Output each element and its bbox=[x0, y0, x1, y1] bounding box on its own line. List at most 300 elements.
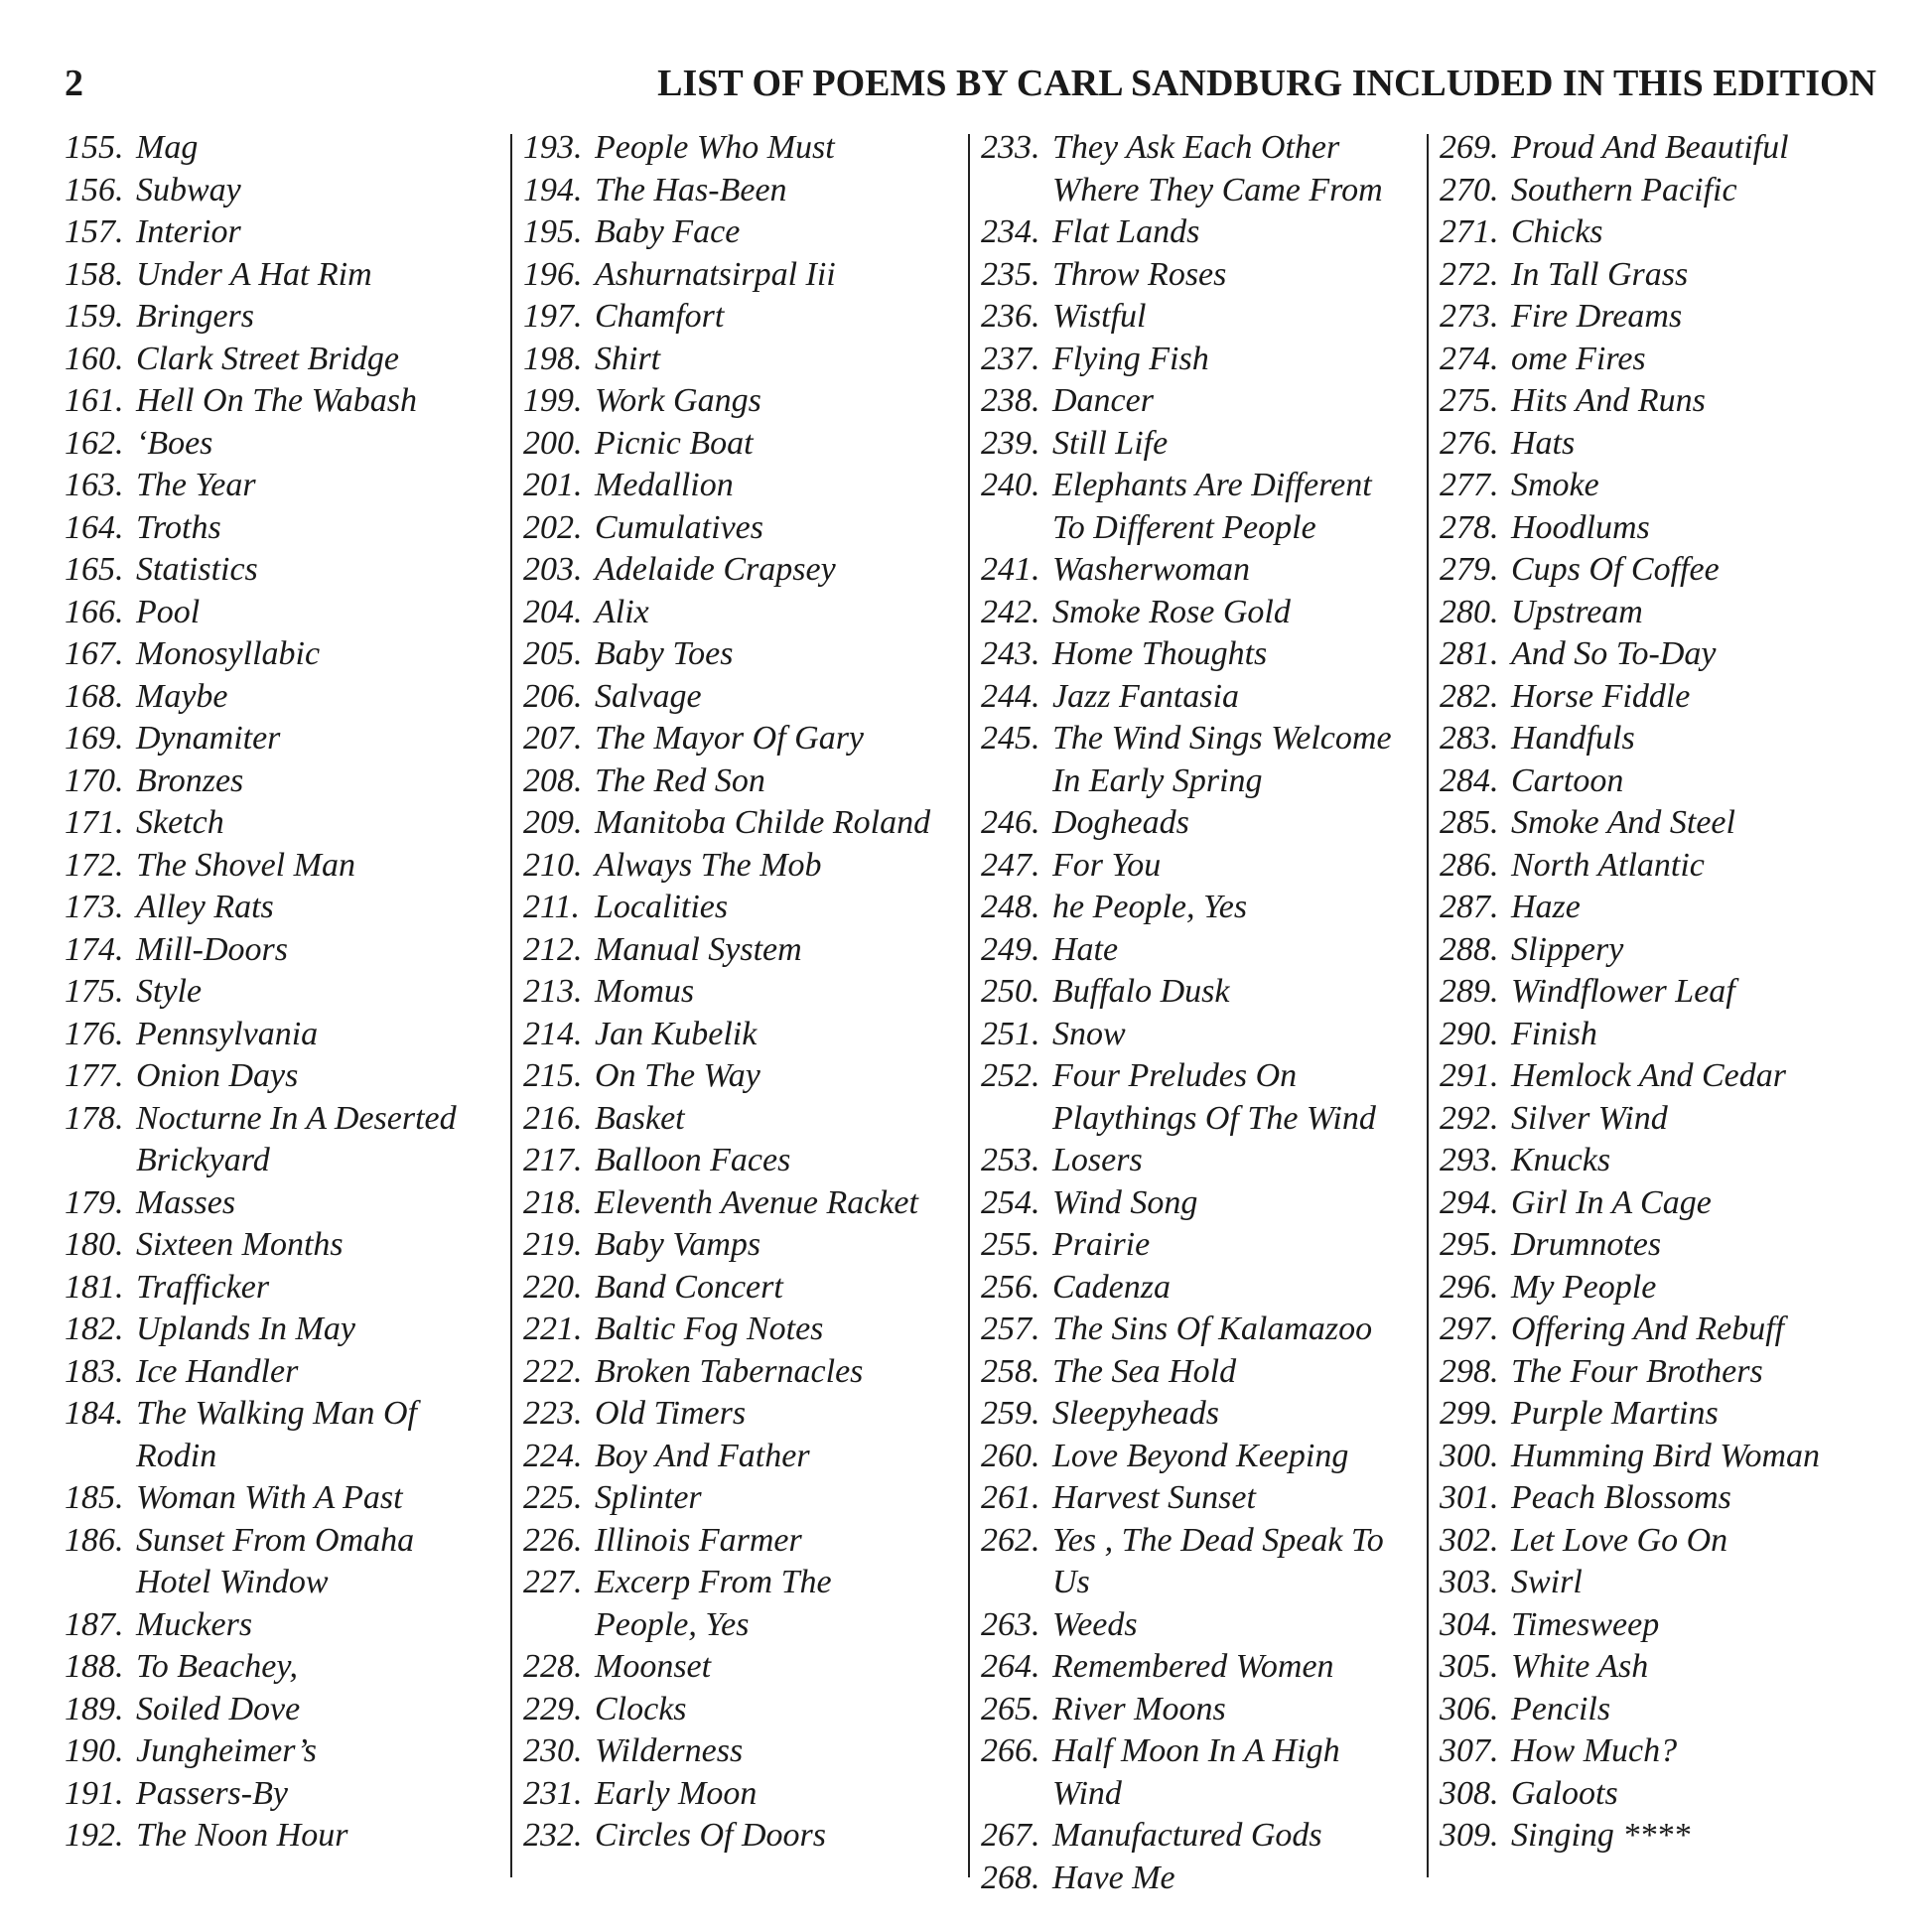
poem-number: 298. bbox=[1440, 1352, 1499, 1390]
poem-entry bbox=[1440, 802, 1886, 845]
poem-title: Wistful bbox=[1052, 298, 1147, 335]
poem-entry bbox=[1440, 1562, 1886, 1604]
poem-title: Ashurnatsirpal Iii bbox=[595, 255, 836, 293]
poem-title: Interior bbox=[136, 213, 241, 250]
poem-entry bbox=[65, 1055, 511, 1098]
poem-number: 181. bbox=[65, 1268, 124, 1306]
page-number: 2 bbox=[65, 63, 83, 104]
poem-number: 308. bbox=[1440, 1774, 1499, 1812]
poem-title: Handfuls bbox=[1511, 720, 1635, 757]
poem-entry bbox=[1440, 1477, 1886, 1520]
poem-title: The Walking Man Of Rodin bbox=[136, 1395, 418, 1474]
poem-title: Washerwoman bbox=[1052, 551, 1250, 588]
poem-number: 309. bbox=[1440, 1817, 1499, 1854]
poem-entry bbox=[981, 254, 1428, 297]
poem-number: 156. bbox=[65, 171, 124, 208]
poem-title: Clark Street Bridge bbox=[136, 340, 400, 377]
poem-number: 227. bbox=[523, 1564, 583, 1600]
poem-entry bbox=[65, 1815, 511, 1858]
poem-number: 275. bbox=[1440, 382, 1499, 419]
poem-title: Finish bbox=[1511, 1015, 1597, 1052]
poem-number: 272. bbox=[1440, 255, 1499, 293]
poem-number: 228. bbox=[523, 1648, 583, 1685]
poem-entry bbox=[981, 1436, 1428, 1478]
poem-entry bbox=[65, 1773, 511, 1816]
poem-title: Mag bbox=[136, 129, 199, 166]
poem-title: In Tall Grass bbox=[1511, 255, 1689, 293]
poem-number: 186. bbox=[65, 1521, 124, 1559]
poem-number: 173. bbox=[65, 889, 124, 925]
poem-title: Ice Handler bbox=[136, 1352, 299, 1390]
poem-number: 199. bbox=[523, 382, 583, 419]
poem-title: Cadenza bbox=[1052, 1268, 1171, 1306]
poem-entry bbox=[1440, 1730, 1886, 1773]
poem-number: 211. bbox=[523, 889, 580, 925]
poem-number: 277. bbox=[1440, 467, 1499, 503]
poem-number: 256. bbox=[981, 1268, 1040, 1306]
poem-number: 305. bbox=[1440, 1648, 1499, 1685]
poem-number: 204. bbox=[523, 593, 583, 630]
poem-number: 246. bbox=[981, 804, 1040, 841]
poem-entry bbox=[523, 1393, 970, 1436]
poem-title: The Four Brothers bbox=[1511, 1352, 1763, 1390]
poem-entry bbox=[1440, 211, 1886, 254]
poem-title: Jan Kubelik bbox=[595, 1015, 758, 1052]
poem-entry bbox=[981, 380, 1428, 423]
poem-title: Under A Hat Rim bbox=[136, 255, 372, 293]
poem-number: 171. bbox=[65, 804, 124, 841]
poem-number: 264. bbox=[981, 1648, 1040, 1685]
poem-entry bbox=[65, 1604, 511, 1647]
poem-title: Weeds bbox=[1052, 1605, 1138, 1643]
poem-number: 179. bbox=[65, 1183, 124, 1221]
poem-title: Wilderness bbox=[595, 1732, 744, 1769]
poem-entry bbox=[1440, 1140, 1886, 1182]
poem-number: 295. bbox=[1440, 1226, 1499, 1263]
poem-entry bbox=[981, 1393, 1428, 1436]
poem-entry bbox=[65, 1224, 511, 1267]
page-title: LIST OF POEMS BY CARL SANDBURG INCLUDED IN THIS EDITION bbox=[657, 63, 1876, 104]
poem-entry bbox=[523, 1477, 970, 1520]
poem-title: Subway bbox=[136, 171, 241, 208]
poem-number: 240. bbox=[981, 467, 1040, 503]
poem-number: 175. bbox=[65, 973, 124, 1010]
poem-entry bbox=[523, 380, 970, 423]
poem-number: 184. bbox=[65, 1395, 124, 1432]
poem-number: 244. bbox=[981, 677, 1040, 715]
poem-entry bbox=[523, 929, 970, 972]
poem-number: 170. bbox=[65, 761, 124, 799]
poem-number: 304. bbox=[1440, 1605, 1499, 1643]
poem-entry bbox=[1440, 676, 1886, 719]
poem-number: 224. bbox=[523, 1437, 583, 1474]
poem-number: 174. bbox=[65, 930, 124, 968]
poem-number: 178. bbox=[65, 1099, 124, 1137]
poem-title: To Beachey, bbox=[136, 1648, 299, 1685]
poem-number: 238. bbox=[981, 382, 1040, 419]
poem-entry bbox=[1440, 592, 1886, 634]
poem-number: 163. bbox=[65, 467, 124, 503]
poem-title: Salvage bbox=[595, 677, 702, 715]
poem-title: ome Fires bbox=[1511, 340, 1646, 377]
poem-title: Basket bbox=[595, 1099, 685, 1137]
poem-title: And So To-Day bbox=[1511, 635, 1717, 672]
poem-entry bbox=[1440, 1224, 1886, 1267]
poem-number: 282. bbox=[1440, 677, 1499, 715]
poem-title: Snow bbox=[1052, 1015, 1126, 1052]
poem-entry bbox=[981, 1351, 1428, 1394]
poem-title: Alix bbox=[595, 593, 649, 630]
poem-number: 161. bbox=[65, 382, 124, 419]
poem-number: 302. bbox=[1440, 1521, 1499, 1559]
poem-entry bbox=[981, 339, 1428, 381]
poem-title: Harvest Sunset bbox=[1052, 1479, 1256, 1516]
poem-number: 292. bbox=[1440, 1099, 1499, 1137]
poem-title: Drumnotes bbox=[1511, 1226, 1662, 1263]
poem-entry bbox=[1440, 1815, 1886, 1858]
poem-number: 203. bbox=[523, 551, 583, 588]
poem-entry bbox=[1440, 507, 1886, 550]
poem-number: 214. bbox=[523, 1015, 583, 1052]
poem-title: Uplands In May bbox=[136, 1311, 355, 1347]
poem-title: Still Life bbox=[1052, 424, 1169, 462]
poem-title: Muckers bbox=[136, 1605, 253, 1643]
poem-number: 237. bbox=[981, 340, 1040, 377]
poem-number: 191. bbox=[65, 1774, 124, 1812]
poem-title: Slippery bbox=[1511, 930, 1624, 968]
poem-number: 159. bbox=[65, 298, 124, 335]
poem-title: Onion Days bbox=[136, 1057, 299, 1094]
poem-entry bbox=[523, 1055, 970, 1098]
poem-number: 172. bbox=[65, 846, 124, 884]
poem-entry bbox=[1440, 633, 1886, 676]
poem-entry bbox=[523, 592, 970, 634]
poem-number: 218. bbox=[523, 1183, 583, 1221]
poem-entry bbox=[1440, 1014, 1886, 1056]
poem-list-column-1 bbox=[65, 127, 511, 1858]
poem-entry bbox=[1440, 971, 1886, 1014]
poem-title: Balloon Faces bbox=[595, 1142, 791, 1178]
poem-entry bbox=[1440, 1604, 1886, 1647]
poem-number: 205. bbox=[523, 635, 583, 672]
poem-entry bbox=[65, 423, 511, 466]
poem-entry bbox=[65, 211, 511, 254]
poem-number: 212. bbox=[523, 930, 583, 968]
poem-entry bbox=[523, 127, 970, 170]
poem-entry bbox=[65, 633, 511, 676]
poem-title: Trafficker bbox=[136, 1268, 270, 1306]
poem-entry bbox=[981, 1730, 1428, 1815]
poem-entry bbox=[65, 507, 511, 550]
poem-title: Hats bbox=[1511, 424, 1576, 462]
poem-number: 250. bbox=[981, 973, 1040, 1010]
poem-number: 209. bbox=[523, 804, 583, 841]
poem-title: Adelaide Crapsey bbox=[595, 551, 836, 588]
poem-entry bbox=[523, 1182, 970, 1225]
poem-entry bbox=[981, 423, 1428, 466]
poem-number: 290. bbox=[1440, 1015, 1499, 1052]
poem-number: 189. bbox=[65, 1690, 124, 1727]
poem-entry bbox=[65, 1689, 511, 1731]
poem-number: 279. bbox=[1440, 551, 1499, 588]
poem-title: ‘Boes bbox=[136, 424, 213, 462]
poem-entry bbox=[523, 1436, 970, 1478]
poem-number: 188. bbox=[65, 1648, 124, 1685]
poem-entry bbox=[523, 296, 970, 339]
poem-title: The Red Son bbox=[595, 761, 765, 799]
poem-entry bbox=[523, 1098, 970, 1141]
poem-entry bbox=[523, 887, 970, 929]
poem-entry bbox=[1440, 1646, 1886, 1689]
poem-number: 258. bbox=[981, 1352, 1040, 1390]
poem-title: Medallion bbox=[595, 467, 734, 503]
poem-number: 299. bbox=[1440, 1395, 1499, 1432]
poem-entry bbox=[1440, 170, 1886, 212]
poem-number: 215. bbox=[523, 1057, 583, 1094]
poem-title: Localities bbox=[595, 889, 729, 925]
poem-entry bbox=[981, 1520, 1428, 1604]
poem-entry bbox=[981, 676, 1428, 719]
poem-number: 235. bbox=[981, 255, 1040, 293]
poem-entry bbox=[981, 592, 1428, 634]
poem-entry bbox=[1440, 1393, 1886, 1436]
poem-number: 196. bbox=[523, 255, 583, 293]
poem-number: 233. bbox=[981, 129, 1040, 166]
poem-entry bbox=[1440, 339, 1886, 381]
poem-entry bbox=[1440, 1520, 1886, 1563]
poem-title: Moonset bbox=[595, 1648, 712, 1685]
poem-number: 176. bbox=[65, 1015, 124, 1052]
poem-title: River Moons bbox=[1052, 1690, 1226, 1727]
poem-entry bbox=[523, 1014, 970, 1056]
poem-entry bbox=[981, 887, 1428, 929]
poem-number: 160. bbox=[65, 340, 124, 377]
poem-number: 206. bbox=[523, 677, 583, 715]
poem-title: Fire Dreams bbox=[1511, 298, 1683, 335]
poem-number: 166. bbox=[65, 593, 124, 630]
poem-entry bbox=[65, 254, 511, 297]
poem-title: Horse Fiddle bbox=[1511, 677, 1691, 715]
poem-list-column-3 bbox=[981, 127, 1428, 1899]
poem-title: Baby Face bbox=[595, 213, 741, 250]
poem-entry bbox=[1440, 1098, 1886, 1141]
poem-title: Mill-Doors bbox=[136, 930, 288, 968]
poem-number: 231. bbox=[523, 1774, 583, 1812]
poem-number: 230. bbox=[523, 1732, 583, 1769]
poem-entry bbox=[1440, 1267, 1886, 1310]
poem-entry bbox=[65, 1646, 511, 1689]
poem-entry bbox=[65, 718, 511, 760]
poem-title: Jazz Fantasia bbox=[1052, 677, 1239, 715]
poem-title: People Who Must bbox=[595, 129, 835, 166]
poem-title: Circles Of Doors bbox=[595, 1817, 826, 1854]
poem-entry bbox=[65, 1309, 511, 1351]
poem-number: 157. bbox=[65, 213, 124, 250]
poem-title: Broken Tabernacles bbox=[595, 1352, 864, 1390]
poem-number: 193. bbox=[523, 129, 583, 166]
poem-entry bbox=[523, 339, 970, 381]
poem-title: The Sins Of Kalamazoo bbox=[1052, 1311, 1373, 1347]
poem-entry bbox=[65, 1393, 511, 1477]
poem-title: North Atlantic bbox=[1511, 846, 1705, 884]
poem-number: 180. bbox=[65, 1226, 124, 1263]
poem-entry bbox=[523, 423, 970, 466]
poem-entry bbox=[523, 1224, 970, 1267]
poem-number: 288. bbox=[1440, 930, 1499, 968]
poem-number: 242. bbox=[981, 593, 1040, 630]
poem-title: Always The Mob bbox=[595, 846, 822, 884]
poem-number: 210. bbox=[523, 846, 583, 884]
poem-entry bbox=[523, 549, 970, 592]
poem-number: 200. bbox=[523, 424, 583, 462]
poem-number: 223. bbox=[523, 1395, 583, 1432]
poem-title: Losers bbox=[1052, 1142, 1143, 1178]
poem-number: 239. bbox=[981, 424, 1040, 462]
poem-number: 278. bbox=[1440, 508, 1499, 546]
poem-entry bbox=[523, 1815, 970, 1858]
poem-title: Haze bbox=[1511, 889, 1581, 925]
poem-entry bbox=[65, 1730, 511, 1773]
poem-entry bbox=[523, 1689, 970, 1731]
poem-title: Sleepyheads bbox=[1052, 1395, 1220, 1432]
poem-number: 297. bbox=[1440, 1311, 1499, 1347]
poem-number: 269. bbox=[1440, 129, 1499, 166]
poem-title: On The Way bbox=[595, 1057, 760, 1094]
poem-entry bbox=[65, 339, 511, 381]
poem-title: The Sea Hold bbox=[1052, 1352, 1237, 1390]
poem-entry bbox=[981, 1140, 1428, 1182]
poem-entry bbox=[981, 1815, 1428, 1858]
poem-number: 164. bbox=[65, 508, 124, 546]
poem-title: Momus bbox=[595, 973, 695, 1010]
poem-number: 265. bbox=[981, 1690, 1040, 1727]
poem-title: Proud And Beautiful bbox=[1511, 129, 1789, 166]
poem-title: Smoke bbox=[1511, 467, 1599, 503]
poem-number: 220. bbox=[523, 1268, 583, 1306]
poem-number: 225. bbox=[523, 1479, 583, 1516]
poem-title: Illinois Farmer bbox=[595, 1521, 802, 1559]
poem-entry bbox=[981, 465, 1428, 549]
poem-number: 276. bbox=[1440, 424, 1499, 462]
poem-entry bbox=[523, 507, 970, 550]
poem-title: Wind Song bbox=[1052, 1183, 1198, 1221]
poem-title: Prairie bbox=[1052, 1226, 1151, 1263]
poem-title: Sixteen Months bbox=[136, 1226, 344, 1263]
poem-list-column-2 bbox=[523, 127, 970, 1858]
poem-entry bbox=[65, 1267, 511, 1310]
poem-number: 245. bbox=[981, 720, 1040, 757]
poem-entry bbox=[65, 465, 511, 507]
poem-title: Manual System bbox=[595, 930, 802, 968]
poem-number: 221. bbox=[523, 1311, 583, 1347]
poem-number: 162. bbox=[65, 424, 124, 462]
poem-number: 306. bbox=[1440, 1690, 1499, 1727]
poem-entry bbox=[65, 1351, 511, 1394]
poem-number: 274. bbox=[1440, 340, 1499, 377]
poem-number: 195. bbox=[523, 213, 583, 250]
poem-title: Smoke Rose Gold bbox=[1052, 593, 1291, 630]
poem-number: 296. bbox=[1440, 1268, 1499, 1306]
poem-title: Manufactured Gods bbox=[1052, 1817, 1322, 1854]
poem-title: For You bbox=[1052, 846, 1162, 884]
poem-title: Hoodlums bbox=[1511, 508, 1650, 546]
poem-title: Smoke And Steel bbox=[1511, 804, 1735, 841]
poem-number: 293. bbox=[1440, 1142, 1499, 1178]
poem-entry bbox=[65, 296, 511, 339]
poem-title: The Wind Sings Welcome In Early Spring bbox=[1052, 720, 1392, 799]
poem-entry bbox=[1440, 718, 1886, 760]
poem-title: Throw Roses bbox=[1052, 255, 1227, 293]
poem-number: 300. bbox=[1440, 1437, 1499, 1474]
poem-title: Southern Pacific bbox=[1511, 171, 1737, 208]
poem-title: Galoots bbox=[1511, 1774, 1618, 1812]
poem-number: 257. bbox=[981, 1311, 1040, 1347]
poem-number: 167. bbox=[65, 635, 124, 672]
poem-number: 208. bbox=[523, 761, 583, 799]
poem-entry bbox=[65, 1014, 511, 1056]
poem-title: Pennsylvania bbox=[136, 1015, 319, 1052]
poem-number: 216. bbox=[523, 1099, 583, 1137]
poem-number: 262. bbox=[981, 1521, 1040, 1559]
poem-entry bbox=[1440, 423, 1886, 466]
poem-title: Pencils bbox=[1511, 1690, 1611, 1727]
poem-number: 271. bbox=[1440, 213, 1499, 250]
poem-entry bbox=[523, 211, 970, 254]
poem-title: Hate bbox=[1052, 930, 1119, 968]
poem-number: 247. bbox=[981, 846, 1040, 884]
poem-entry bbox=[981, 211, 1428, 254]
poem-number: 261. bbox=[981, 1479, 1040, 1516]
poem-entry bbox=[981, 929, 1428, 972]
poem-title: They Ask Each Other Where They Came From bbox=[1052, 129, 1383, 208]
poem-number: 268. bbox=[981, 1859, 1040, 1896]
poem-title: Baltic Fog Notes bbox=[595, 1311, 824, 1347]
column-divider bbox=[1427, 134, 1429, 1877]
poem-title: Pool bbox=[136, 593, 201, 630]
poem-title: Have Me bbox=[1052, 1859, 1175, 1896]
poem-entry bbox=[523, 1646, 970, 1689]
poem-entry bbox=[1440, 1773, 1886, 1816]
poem-number: 222. bbox=[523, 1352, 583, 1390]
poem-title: White Ash bbox=[1511, 1648, 1649, 1685]
poem-entry bbox=[523, 1773, 970, 1816]
poem-entry bbox=[1440, 760, 1886, 803]
poem-entry bbox=[981, 1689, 1428, 1731]
poem-number: 232. bbox=[523, 1817, 583, 1854]
poem-title: Band Concert bbox=[595, 1268, 783, 1306]
poem-entry bbox=[65, 887, 511, 929]
poem-title: Statistics bbox=[136, 551, 258, 588]
poem-title: Dogheads bbox=[1052, 804, 1189, 841]
poem-entry bbox=[65, 760, 511, 803]
poem-number: 236. bbox=[981, 298, 1040, 335]
poem-title: Remembered Women bbox=[1052, 1648, 1334, 1685]
poem-entry bbox=[65, 1098, 511, 1182]
poem-entry bbox=[981, 1224, 1428, 1267]
poem-entry bbox=[65, 1477, 511, 1520]
poem-entry bbox=[981, 845, 1428, 888]
poem-title: Boy And Father bbox=[595, 1437, 810, 1474]
poem-entry bbox=[1440, 127, 1886, 170]
poem-number: 255. bbox=[981, 1226, 1040, 1263]
poem-title: Flat Lands bbox=[1052, 213, 1200, 250]
poem-entry bbox=[1440, 1309, 1886, 1351]
poem-entry bbox=[1440, 1351, 1886, 1394]
poem-title: Humming Bird Woman bbox=[1511, 1437, 1821, 1474]
poem-entry bbox=[523, 1309, 970, 1351]
poem-title: Singing **** bbox=[1511, 1817, 1691, 1854]
poem-number: 158. bbox=[65, 255, 124, 293]
